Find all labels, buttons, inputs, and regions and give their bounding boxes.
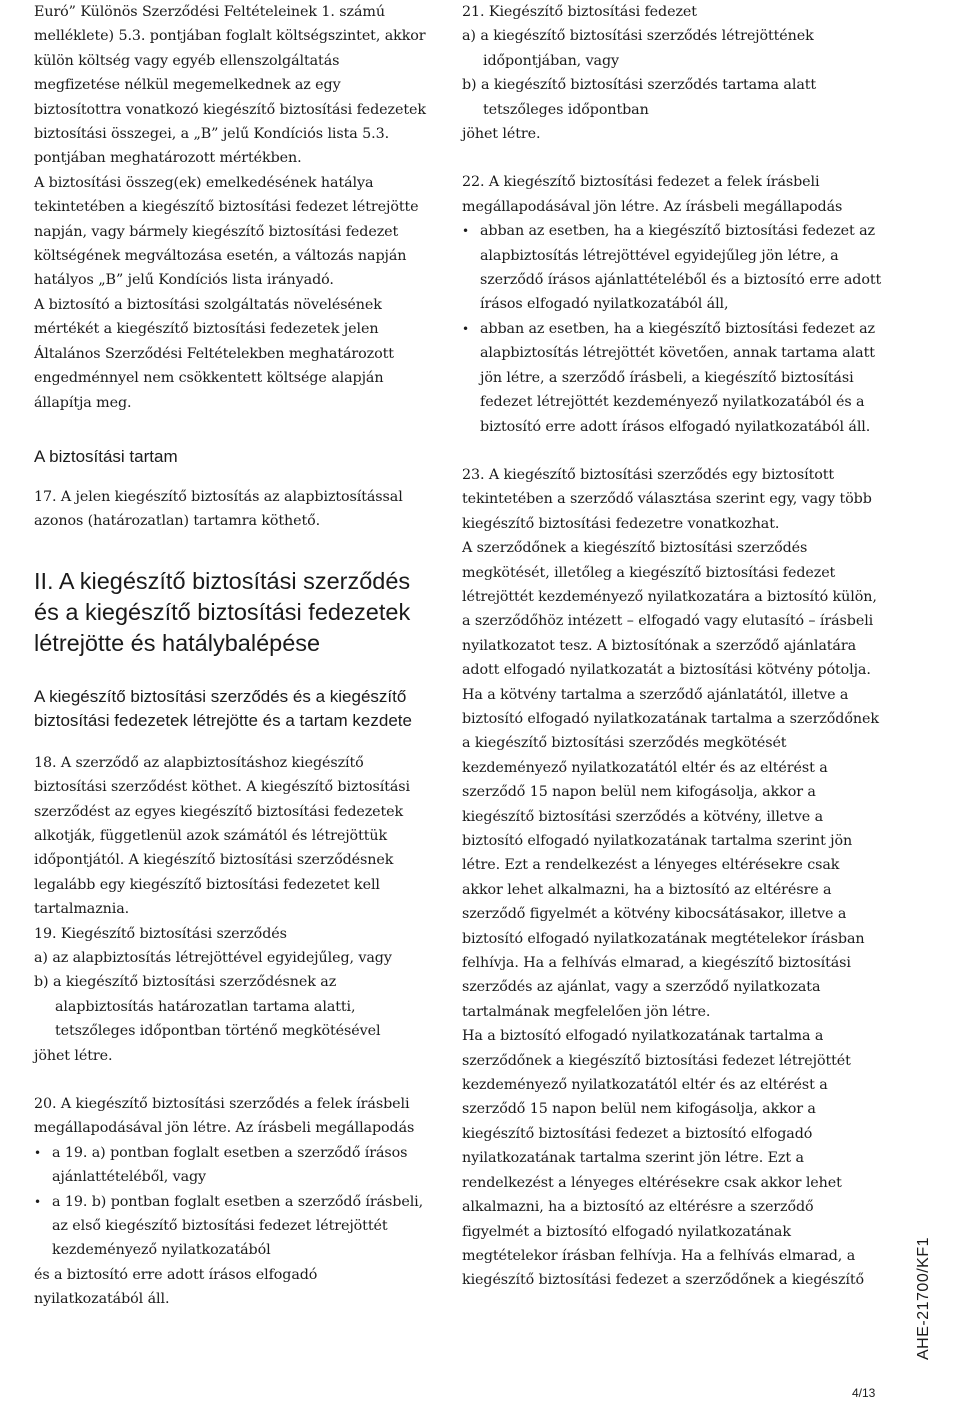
list-item: • abban az esetben, ha a kiegészítő biztosítási fedezet az alapbiztosítás létrejöttével egyidejűleg jön létre, a szerződő írásos ajánlattételéből és a biztosító erre adott írásos elfogadó nyilatkozatából áll,	[462, 219, 882, 317]
clause-19-a: a) az alapbiztosítás létrejöttével egyidejűleg, vagy	[34, 949, 392, 966]
paragraph-policy-deviation: Ha a kötvény tartalma a szerződő ajánlatától, illetve a biztosító elfogadó nyilatkozatának tartalma a szerződőnek a kiegészítő biztosítási szerződés megkötését kezdeményező nyilatkozatától eltér és az eltérést a szerződő 15 napon belül nem kifogásolja, akkor a kiegészítő biztosítási szerződés a kötvény, illetve a biztosító elfogadó nyilatkozatának tartalma szerint jön létre. Ezt a rendelkezést a lényeges eltérésekre csak akkor lehet alkalmazni, ha a biztosító az eltérésre a szerződő figyelmét a kötvény kibocsátásakor, illetve a biztosító elfogadó nyilatkozatának megtételekor írásban felhívja. Ha a felhívás elmarad, a kiegészítő biztosítási szerződés az ajánlat, vagy a szerződő nyilatkozata tartalmának megfelelően jön létre.	[462, 686, 879, 1020]
list-item: • abban az esetben, ha a kiegészítő biztosítási fedezet az alapbiztosítás létrejöttét követően, annak tartama alatt jön létre, a szerződő írásbeli, a kiegészítő biztosítási fedezet létrejöttét kezdeményező nyilatkozatából és a biztosító erre adott írásos elfogadó nyilatkozatából áll.	[462, 317, 882, 439]
paragraph-coverage-deviation: Ha a biztosító elfogadó nyilatkozatának tartalma a szerződőnek a kiegészítő biztosítási fedezet létrejöttét kezdeményező nyilatkozatától eltér és az eltérést a szerződő 15 napon belül nem kifogásolja, akkor a kiegészítő biztosítási fedezet a biztosító elfogadó nyilatkozatának tartalma szerint jön létre. Ezt a rendelkezést a lényeges eltérésekre csak akkor lehet alkalmazni, ha a biztosító az eltérésre a szerződő figyelmét a biztosító elfogadó nyilatkozatának megtételekor írásban felhívja. Ha a felhívás elmarad, a kiegészítő biztosítási fedezet a szerződőnek a kiegészítő	[462, 1028, 865, 1289]
clause-19-end: jöhet létre.	[34, 1047, 113, 1064]
clause-23: 23. A kiegészítő biztosítási szerződés egy biztosított tekintetében a szerződő választása szerint egy, vagy több kiegészítő biztosítási fedezetre vonatkozhat.	[462, 466, 872, 532]
clause-21-a: a) a kiegészítő biztosítási szerződés létrejöttének időpontjában, vagy	[462, 28, 814, 69]
paragraph-sum-increase-effect: A biztosítási összeg(ek) emelkedésének hatálya tekintetében a kiegészítő biztosítási fedezet létrejötte napján, vagy bármely kiegészítő biztosítási fedezet költségének megváltozása esetén, a változás napján hatályos „B” jelű Kondíciós lista irányadó.	[34, 174, 419, 289]
clause-22	[462, 170, 882, 438]
clause-20-intro: 20. A kiegészítő biztosítási szerződés a felek írásbeli megállapodásával jön létre. Az írásbeli megállapodás	[34, 1096, 415, 1137]
document-code: AHE-21700/KF1	[915, 1236, 932, 1360]
clause-21-b: b) a kiegészítő biztosítási szerződés tartama alatt tetszőleges időpontban	[462, 77, 817, 118]
section-heading-term: A biztosítási tartam	[34, 446, 178, 466]
clause-22-list	[462, 219, 882, 439]
clause-20-end: és a biztosító erre adott írásos elfogadó nyilatkozatából áll.	[34, 1266, 318, 1308]
paragraph-continuation: Euró” Különös Szerződési Feltételeinek 1. számú melléklete) 5.3. pontjában foglalt költségszintet, akkor külön költség vagy egyéb ellenszolgáltatás megfizetése nélkül megemelkednek az egy biztosítottra vonatkozó kiegészítő biztosítási fedezetek biztosítási összegei, a „B” jelű Kondíciós lista 5.3. pontjában meghatározott mértékben.	[34, 4, 426, 167]
clause-21	[462, 0, 882, 146]
page-number: 4/13	[852, 1386, 876, 1400]
clause-19	[34, 922, 429, 1068]
clause-19-b: b) a kiegészítő biztosítási szerződésnek az alapbiztosítás határozatlan tartama alatti, tetszőleges időpontban történő megkötésével	[34, 974, 381, 1040]
left-column	[34, 0, 429, 1312]
list-item: • a 19. a) pontban foglalt esetben a szerződő írásos ajánlattételéből, vagy	[34, 1141, 429, 1190]
paragraph-insurer-increase: A biztosító a biztosítási szolgáltatás növelésének mértékét a kiegészítő biztosítási fedezetek jelen Általános Szerződési Feltételekben meghatározott engedménnyel nem csökkentett költsége alapján állapítja meg.	[34, 296, 394, 411]
paragraph-insurer-statement: A szerződőnek a kiegészítő biztosítási szerződés megkötését, illetőleg a kiegészítő biztosítási fedezet létrejöttét kezdeményező nyilatkozatára a biztosító külön, a szerződőhöz intézett – elfogadó vagy elutasító – írásbeli nyilatkozatot tesz. A biztosítónak a szerződő ajánlatára adott elfogadó nyilatkozatát a biztosítási kötvény pótolja.	[462, 540, 877, 679]
clause-20-list	[34, 1141, 429, 1263]
clause-19-intro: 19. Kiegészítő biztosítási szerződés	[34, 925, 287, 942]
list-item: • a 19. b) pontban foglalt esetben a szerződő írásbeli, az első kiegészítő biztosítási fedezet létrejöttét kezdeményező nyilatkozatából	[34, 1190, 429, 1263]
clause-20	[34, 1092, 429, 1312]
chapter-title: II. A kiegészítő biztosítási szerződés és a kiegészítő biztosítási fedezetek létrejötte és hatálybalépése	[34, 567, 411, 656]
clause-21-intro: 21. Kiegészítő biztosítási fedezet	[462, 4, 697, 20]
clause-18: 18. A szerződő az alapbiztosításhoz kiegészítő biztosítási szerződést köthet. A kiegészítő biztosítási szerződést az egyes kiegészítő biztosítási fedezetek alkotják, függetlenül azok számától és létrejöttük időpontjától. A kiegészítő biztosítási szerződésnek legalább egy kiegészítő biztosítási fedezetet kell tartalmaznia.	[34, 754, 411, 918]
subheading-formation: A kiegészítő biztosítási szerződés és a kiegészítő biztosítási fedezetek létrejötte és a tartam kezdete	[34, 686, 412, 730]
clause-17: 17. A jelen kiegészítő biztosítás az alapbiztosítással azonos (határozatlan) tartamra köthető.	[34, 488, 403, 530]
right-column	[462, 0, 882, 1293]
clause-22-intro: 22. A kiegészítő biztosítási fedezet a felek írásbeli megállapodásával jön létre. Az írásbeli megállapodás	[462, 174, 843, 215]
clause-21-end: jöhet létre.	[462, 126, 541, 143]
